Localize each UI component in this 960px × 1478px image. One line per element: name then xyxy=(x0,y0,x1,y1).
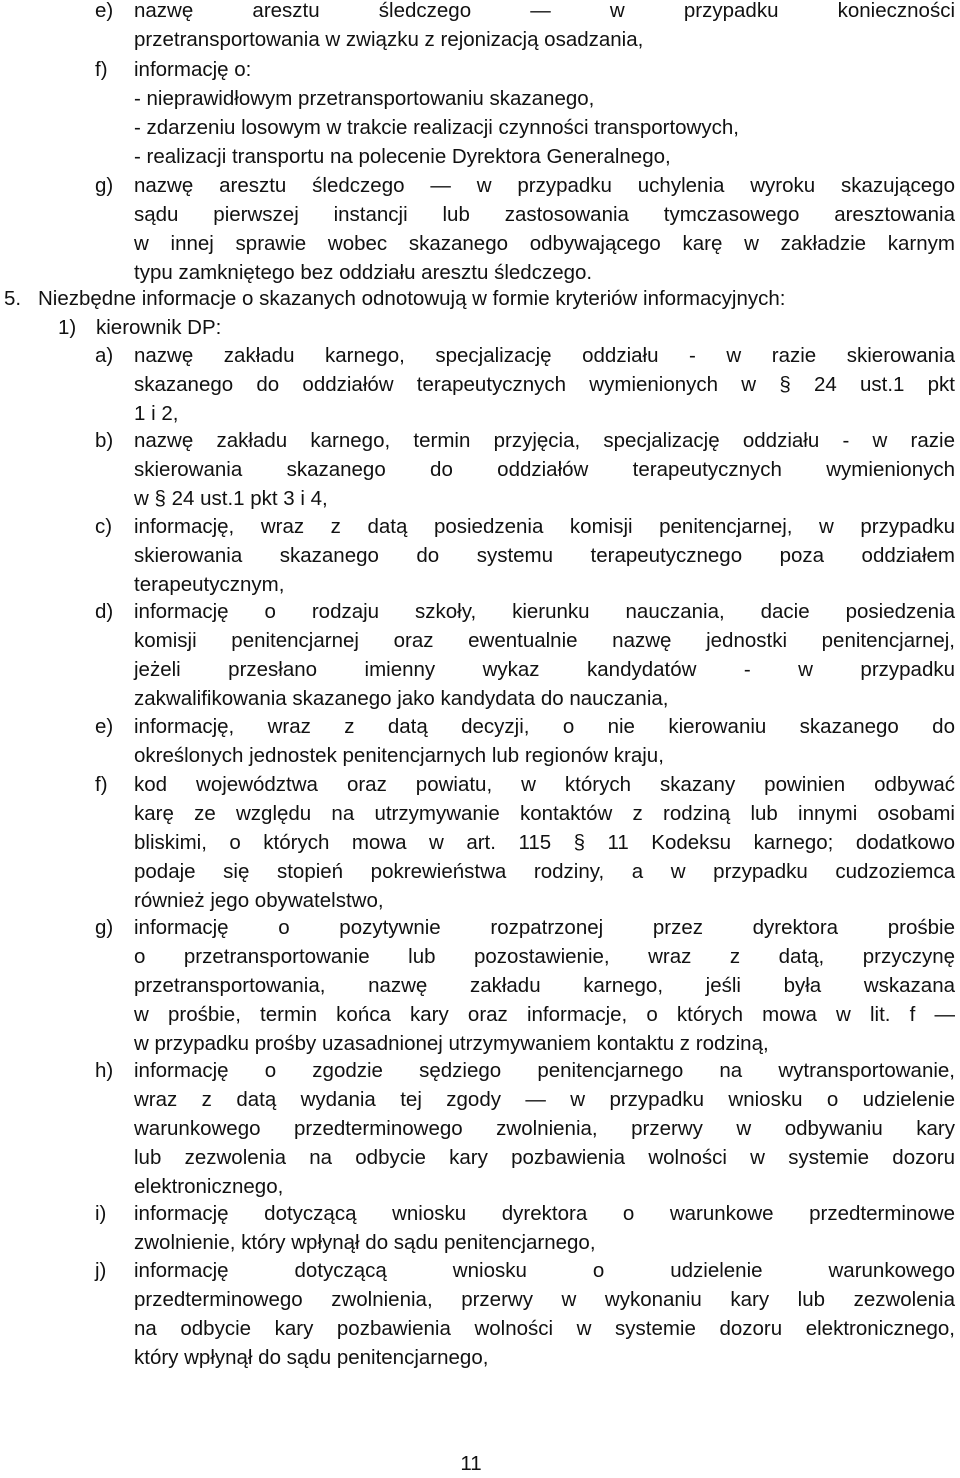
text-line: który wpłynął do sądu penitencjarnego, xyxy=(134,1346,489,1369)
list-item-f xyxy=(95,770,955,915)
text-line: informację, wraz z datą decyzji, o nie kierowaniu skazanego do xyxy=(134,715,955,738)
text-line: w innej sprawie wobec skazanego odbywającego karę w zakładzie karnym xyxy=(134,232,955,255)
subsection-1 xyxy=(58,313,938,342)
text-line: 1 i 2, xyxy=(134,402,179,425)
text-line: nazwę zakładu karnego, termin przyjęcia, specjalizację oddziału - w razie xyxy=(134,429,955,452)
section-intro: Niezbędne informacje o skazanych odnotowują w formie kryteriów informacyjnych: xyxy=(38,287,786,310)
item-label: b) xyxy=(95,429,114,452)
item-label: e) xyxy=(95,715,114,738)
item-text xyxy=(134,770,955,915)
text-line: karę ze względu na utrzymywanie kontaktów z rodziną lub innymi osobami xyxy=(134,802,955,825)
text-line: określonych jednostek penitencjarnych lub regionów kraju, xyxy=(134,744,664,767)
text-line: skazanego do oddziałów terapeutycznych wymienionych w § 24 ust.1 pkt xyxy=(134,373,955,396)
item-label: f) xyxy=(95,58,108,81)
section-number: 5. xyxy=(4,287,22,310)
item-text xyxy=(134,0,955,54)
text-line: w przypadku prośby uzasadnionej utrzymywaniem kontaktu z rodziną, xyxy=(134,1032,769,1055)
item-text xyxy=(134,1256,955,1372)
text-line: skierowania skazanego do oddziałów terapeutycznych wymienionych xyxy=(134,458,955,481)
item-label: i) xyxy=(95,1202,107,1225)
text-line: typu zamkniętego bez oddziału aresztu śledczego. xyxy=(134,261,593,284)
list-item-j xyxy=(95,1256,955,1372)
item-label: g) xyxy=(95,916,114,939)
text-line: kod województwa oraz powiatu, w których skazany powinien odbywać xyxy=(134,773,955,796)
text-line: informację dotyczącą wniosku o udzielenie warunkowego xyxy=(134,1259,955,1282)
text-line: wraz z datą wydania tej zgody — w przypadku wniosku o udzielenie xyxy=(134,1088,955,1111)
text-line: informację o: xyxy=(134,58,252,81)
text-line: terapeutycznym, xyxy=(134,573,285,596)
list-item-i xyxy=(95,1199,955,1257)
list-item-c xyxy=(95,512,955,599)
item-text xyxy=(134,512,955,599)
item-f-top xyxy=(95,55,955,171)
item-label: g) xyxy=(95,174,114,197)
text-line: - realizacji transportu na polecenie Dyrektora Generalnego, xyxy=(134,145,671,168)
item-text xyxy=(134,1199,955,1257)
text-line: w prośbie, termin końca kary oraz informacje, o których mowa w lit. f — xyxy=(134,1003,955,1026)
text-line: - zdarzeniu losowym w trakcie realizacji czynności transportowych, xyxy=(134,116,739,139)
text-line: przetransportowania w związku z rejonizacją osadzania, xyxy=(134,28,644,51)
list-item-d xyxy=(95,597,955,713)
text-line: informację, wraz z datą posiedzenia komisji penitencjarnej, w przypadku xyxy=(134,515,955,538)
item-e-top xyxy=(95,0,955,54)
text-line: na odbycie kary pozbawienia wolności w systemie dozoru elektronicznego, xyxy=(134,1317,955,1340)
text-line: warunkowego przedterminowego zwolnienia, przerwy w odbywaniu kary xyxy=(134,1117,955,1140)
text-line: nazwę aresztu śledczego — w przypadku konieczności xyxy=(134,0,955,22)
item-label: h) xyxy=(95,1059,114,1082)
text-line: informację o pozytywnie rozpatrzonej przez dyrektora prośbie xyxy=(134,916,955,939)
text-line: komisji penitencjarnej oraz ewentualnie nazwę jednostki penitencjarnej, xyxy=(134,629,955,652)
item-text xyxy=(134,913,955,1058)
item-text xyxy=(134,426,955,513)
text-line: zwolnienie, który wpłynął do sądu penitencjarnego, xyxy=(134,1231,596,1254)
list-item-e xyxy=(95,712,955,770)
item-label: d) xyxy=(95,600,114,623)
item-text xyxy=(134,712,955,770)
item-text xyxy=(134,55,955,171)
text-line: nazwę aresztu śledczego — w przypadku uchylenia wyroku skazującego xyxy=(134,174,955,197)
text-line: informację o zgodzie sędziego penitencjarnego na wytransportowanie, xyxy=(134,1059,955,1082)
text-line: informację o rodzaju szkoły, kierunku nauczania, dacie posiedzenia xyxy=(134,600,955,623)
list-item-b xyxy=(95,426,955,513)
item-label: f) xyxy=(95,773,108,796)
item-label: c) xyxy=(95,515,113,538)
text-line: podaje się stopień pokrewieństwa rodziny, a w przypadku cudzoziemca xyxy=(134,860,955,883)
text-line: przetransportowania, nazwę zakładu karnego, jeśli była wskazana xyxy=(134,974,955,997)
text-line: o przetransportowanie lub pozostawienie, wraz z datą, przyczynę xyxy=(134,945,955,968)
list-item-h xyxy=(95,1056,955,1201)
text-line: elektronicznego, xyxy=(134,1175,284,1198)
text-line: bliskimi, o których mowa w art. 115 § 11 Kodeksu karnego; dodatkowo xyxy=(134,831,955,854)
list-item-a xyxy=(95,341,955,428)
text-line: skierowania skazanego do systemu terapeutycznego poza oddziałem xyxy=(134,544,955,567)
text-line: informację dotyczącą wniosku dyrektora o warunkowe przedterminowe xyxy=(134,1202,955,1225)
item-text xyxy=(134,341,955,428)
item-text xyxy=(134,597,955,713)
text-line: zakwalifikowania skazanego jako kandydata do nauczania, xyxy=(134,687,669,710)
item-g-top xyxy=(95,171,955,287)
text-line: - nieprawidłowym przetransportowaniu skazanego, xyxy=(134,87,595,110)
item-text xyxy=(134,1056,955,1201)
list-item-g xyxy=(95,913,955,1058)
item-label: e) xyxy=(95,0,114,22)
text-line: jeżeli przesłano imienny wykaz kandydatów - w przypadku xyxy=(134,658,955,681)
subsection-number: 1) xyxy=(58,316,77,339)
text-line: sądu pierwszej instancji lub zastosowania tymczasowego aresztowania xyxy=(134,203,955,226)
item-label: a) xyxy=(95,344,114,367)
item-label: j) xyxy=(95,1259,107,1282)
text-line: lub zezwolenia na odbycie kary pozbawienia wolności w systemie dozoru xyxy=(134,1146,955,1169)
page-number: 11 xyxy=(460,1452,482,1475)
text-line: w § 24 ust.1 pkt 3 i 4, xyxy=(134,487,328,510)
section-5-heading xyxy=(4,284,954,313)
item-text xyxy=(134,171,955,287)
text-line: przedterminowego zwolnienia, przerwy w wykonaniu kary lub zezwolenia xyxy=(134,1288,955,1311)
subsection-title: kierownik DP: xyxy=(96,316,222,339)
text-line: nazwę zakładu karnego, specjalizację oddziału - w razie skierowania xyxy=(134,344,955,367)
text-line: również jego obywatelstwo, xyxy=(134,889,384,912)
